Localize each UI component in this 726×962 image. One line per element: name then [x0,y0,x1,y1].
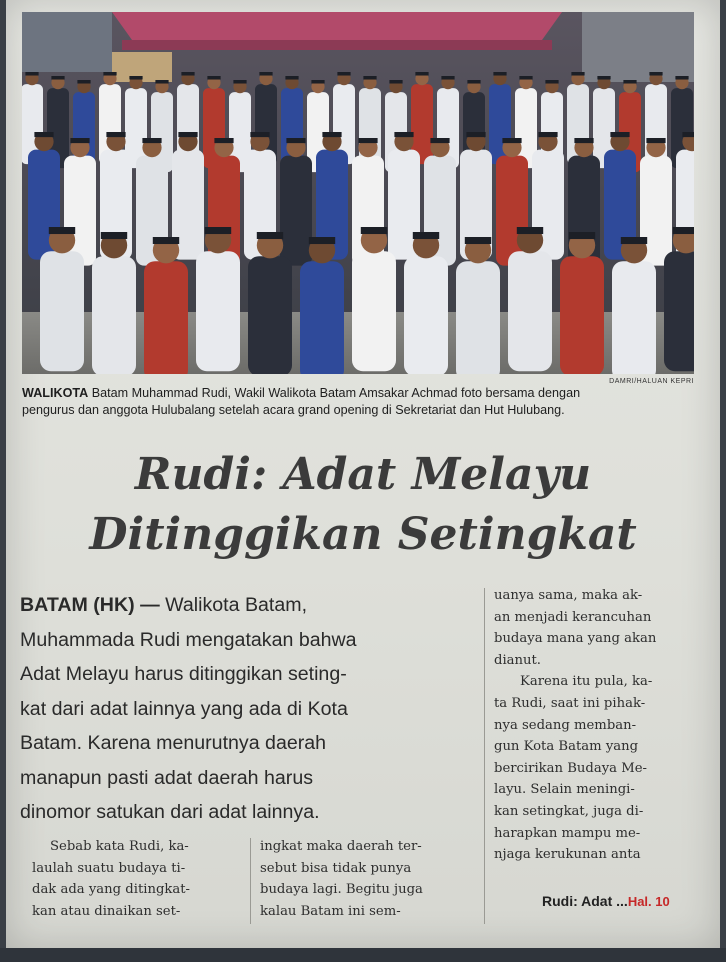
jump-page: Hal. 10 [627,894,670,909]
person-cap [571,72,584,76]
person-cap [361,227,387,234]
person-cap [441,76,454,80]
body-line: dak ada yang ditingkat- [32,882,191,898]
person-cap [682,132,694,137]
person-cap [623,80,636,84]
person-cap [569,232,595,239]
person-cap [309,237,335,244]
person-cap [413,232,439,239]
body-column-3 [494,585,700,866]
headline-line1: Rudi: Adat Melayu [134,449,592,500]
body-line: uanya sama, maka ak- [494,588,643,603]
lede-line: Muhammada Rudi mengatakan bahwa [20,628,357,651]
person-cap [106,132,125,137]
person-body [352,251,396,371]
body-line: kalau Batam ini sem- [260,903,401,919]
person-cap [233,80,246,84]
body-line: ingkat maka daerah ter- [260,839,422,854]
body-line: an menjadi kerancuhan [494,609,652,625]
person-cap [394,132,413,137]
person-cap [142,138,161,143]
caption-line2: pengurus dan anggota Hulubalang setelah acara grand opening di Sekretariat dan Hut Hulubang. [22,403,565,417]
person-cap [621,237,647,244]
body-line: sebut bisa tidak punya [260,860,412,876]
person-cap [646,138,665,143]
body-line: Sebab kata Rudi, ka- [50,839,189,854]
body-line: bercirikan Budaya Me- [494,760,647,776]
person-cap [214,138,233,143]
group-photo [22,12,694,374]
body-line: budaya mana yang akan [494,631,657,647]
person-cap [363,76,376,80]
person-cap [257,232,283,239]
person-body [508,251,552,371]
person-cap [466,132,485,137]
body-line: layu. Selain meningi- [494,782,635,798]
body-line: njaga kerukunan anta [494,847,641,863]
person-body [612,261,656,374]
person-cap [129,76,142,80]
person-body [248,256,292,374]
jump-label: Rudi: Adat ... [542,893,628,909]
body-line: laulah suatu budaya ti- [32,860,186,876]
person-cap [103,72,116,76]
continued-jump[interactable] [542,893,670,909]
body-line: nya sedang memban- [494,717,637,733]
person-cap [493,72,506,76]
person-cap [673,227,694,234]
person-body [280,156,312,266]
body-column-1 [32,836,242,922]
lede-paragraph [20,588,480,830]
person-cap [285,76,298,80]
lede-line: dinomor satukan dari adat lainnya. [20,801,320,823]
person-body [664,251,694,371]
person-body [196,251,240,371]
person-cap [153,237,179,244]
person-cap [250,132,269,137]
person-cap [465,237,491,244]
person-cap [389,80,402,84]
lede-line: manapun pasti adat daerah harus [20,766,314,789]
photo-caption [22,385,694,419]
person-cap [574,138,593,143]
person-cap [181,72,194,76]
body-line: dianut. [494,652,541,668]
person-body [144,261,188,374]
headline-line2: Ditinggikan Setingkat [89,509,637,560]
person-cap [467,80,480,84]
person-cap [101,232,127,239]
person-cap [597,76,610,80]
person-cap [77,80,90,84]
person-cap [178,132,197,137]
column-divider [250,838,251,924]
body-line: ta Rudi, saat ini pihak- [494,695,646,711]
caption-lead: WALIKOTA [22,386,89,400]
dateline: BATAM (HK) — [20,594,160,616]
lede-line: kat dari adat lainnya yang ada di Kota [20,697,348,720]
page-edge-shadow [0,948,726,962]
body-line: harapkan mampu me- [494,825,641,841]
person-cap [502,138,521,143]
column-divider [484,588,485,924]
person-cap [286,138,305,143]
person-cap [519,76,532,80]
person-cap [675,76,688,80]
person-body [40,251,84,371]
person-body [456,261,500,374]
person-cap [51,76,64,80]
body-line: kan setingkat, juga di- [494,803,644,819]
person-cap [70,138,89,143]
caption-line1: Batam Muhammad Rudi, Wakil Walikota Batam Amsakar Achmad foto bersama dengan [88,386,581,400]
newspaper-page [6,0,720,950]
person-body [404,256,448,374]
person-body [560,256,604,374]
person-cap [430,138,449,143]
lede-line: Batam. Karena menurutnya daerah [20,732,327,754]
photo-credit: DAMRI/HALUAN KEPRI [609,378,694,385]
person-body [92,256,136,374]
person-cap [358,138,377,143]
person-cap [155,80,168,84]
headline [6,445,720,565]
body-line: budaya lagi. Begitu juga [260,882,423,898]
person-cap [34,132,53,137]
person-cap [205,227,231,234]
person-cap [538,132,557,137]
person-cap [337,72,350,76]
person-cap [259,72,272,76]
person-cap [649,72,662,76]
person-cap [207,76,220,80]
person-cap [311,80,324,84]
person-cap [322,132,341,137]
lede-line: Walikota Batam, [159,594,308,616]
person-body [300,261,344,374]
person-cap [517,227,543,234]
body-line: gun Kota Batam yang [494,739,639,755]
person-cap [25,72,38,76]
person-cap [49,227,75,234]
group-photo-illustration [22,12,694,374]
person-cap [415,72,428,76]
body-column-2 [260,836,475,922]
person-cap [545,80,558,84]
body-line: kan atau dinaikan set- [32,903,181,919]
lede-line: Adat Melayu harus ditinggikan seting- [20,663,347,685]
person-cap [610,132,629,137]
body-line: Karena itu pula, ka- [520,674,653,690]
